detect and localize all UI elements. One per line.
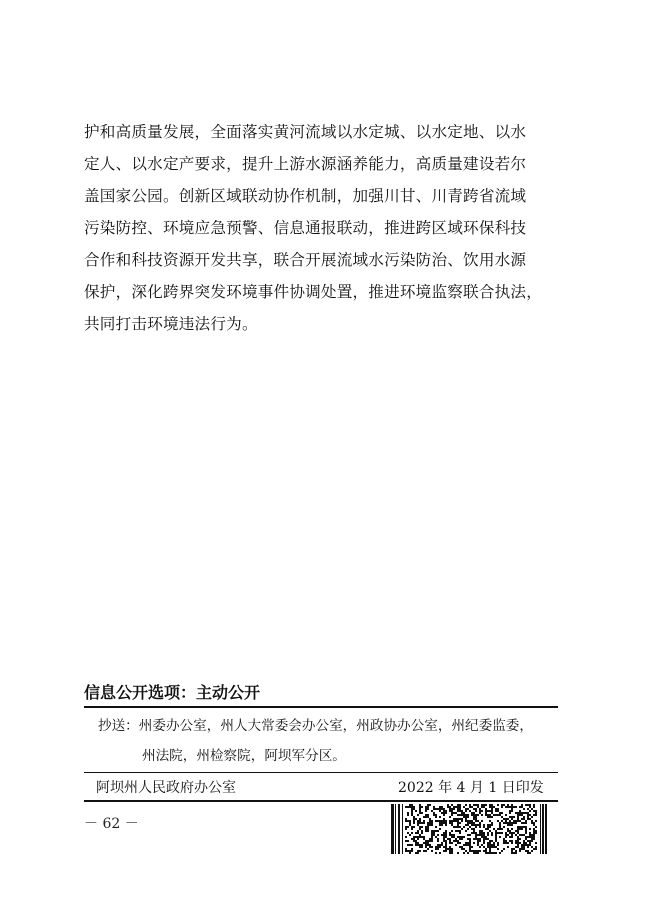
body-line-5: 合作和科技资源开发共享，联合开展流域水污染防治、饮用水源	[84, 251, 527, 269]
body-line-4: 污染防控、环境应急预警、信息通报联动，推进跨区域环保科技	[84, 219, 527, 237]
disclosure-rule	[84, 706, 558, 708]
body-line-2: 定人、以水定产要求，提升上游水源涵养能力，高质量建设若尔	[84, 155, 527, 173]
body-line-6: 保护，深化跨界突发环境事件协调处置，推进环境监察联合执法，	[84, 283, 543, 301]
barcode-icon	[391, 804, 547, 854]
issuer-office: 阿坝州人民政府办公室	[96, 780, 236, 796]
issuer-rule	[84, 800, 558, 802]
body-line-3: 盖国家公园。创新区域联动协作机制，加强川甘、川青跨省流域	[84, 187, 527, 205]
page-number: － 62 －	[84, 816, 139, 832]
body-line-7: 共同打击环境违法行为。	[84, 315, 258, 333]
cc-rule	[84, 772, 558, 773]
body-line-1: 护和高质量发展，全面落实黄河流域以水定城、以水定地、以水	[84, 123, 527, 141]
cc-line-1: 抄送：州委办公室，州人大常委会办公室，州政协办公室，州纪委监委，	[98, 718, 533, 734]
issue-date: 2022 年 4 月 1 日印发	[398, 780, 544, 796]
disclosure-option: 信息公开选项：主动公开	[84, 683, 261, 702]
cc-line-2: 州法院，州检察院，阿坝军分区。	[142, 748, 346, 764]
